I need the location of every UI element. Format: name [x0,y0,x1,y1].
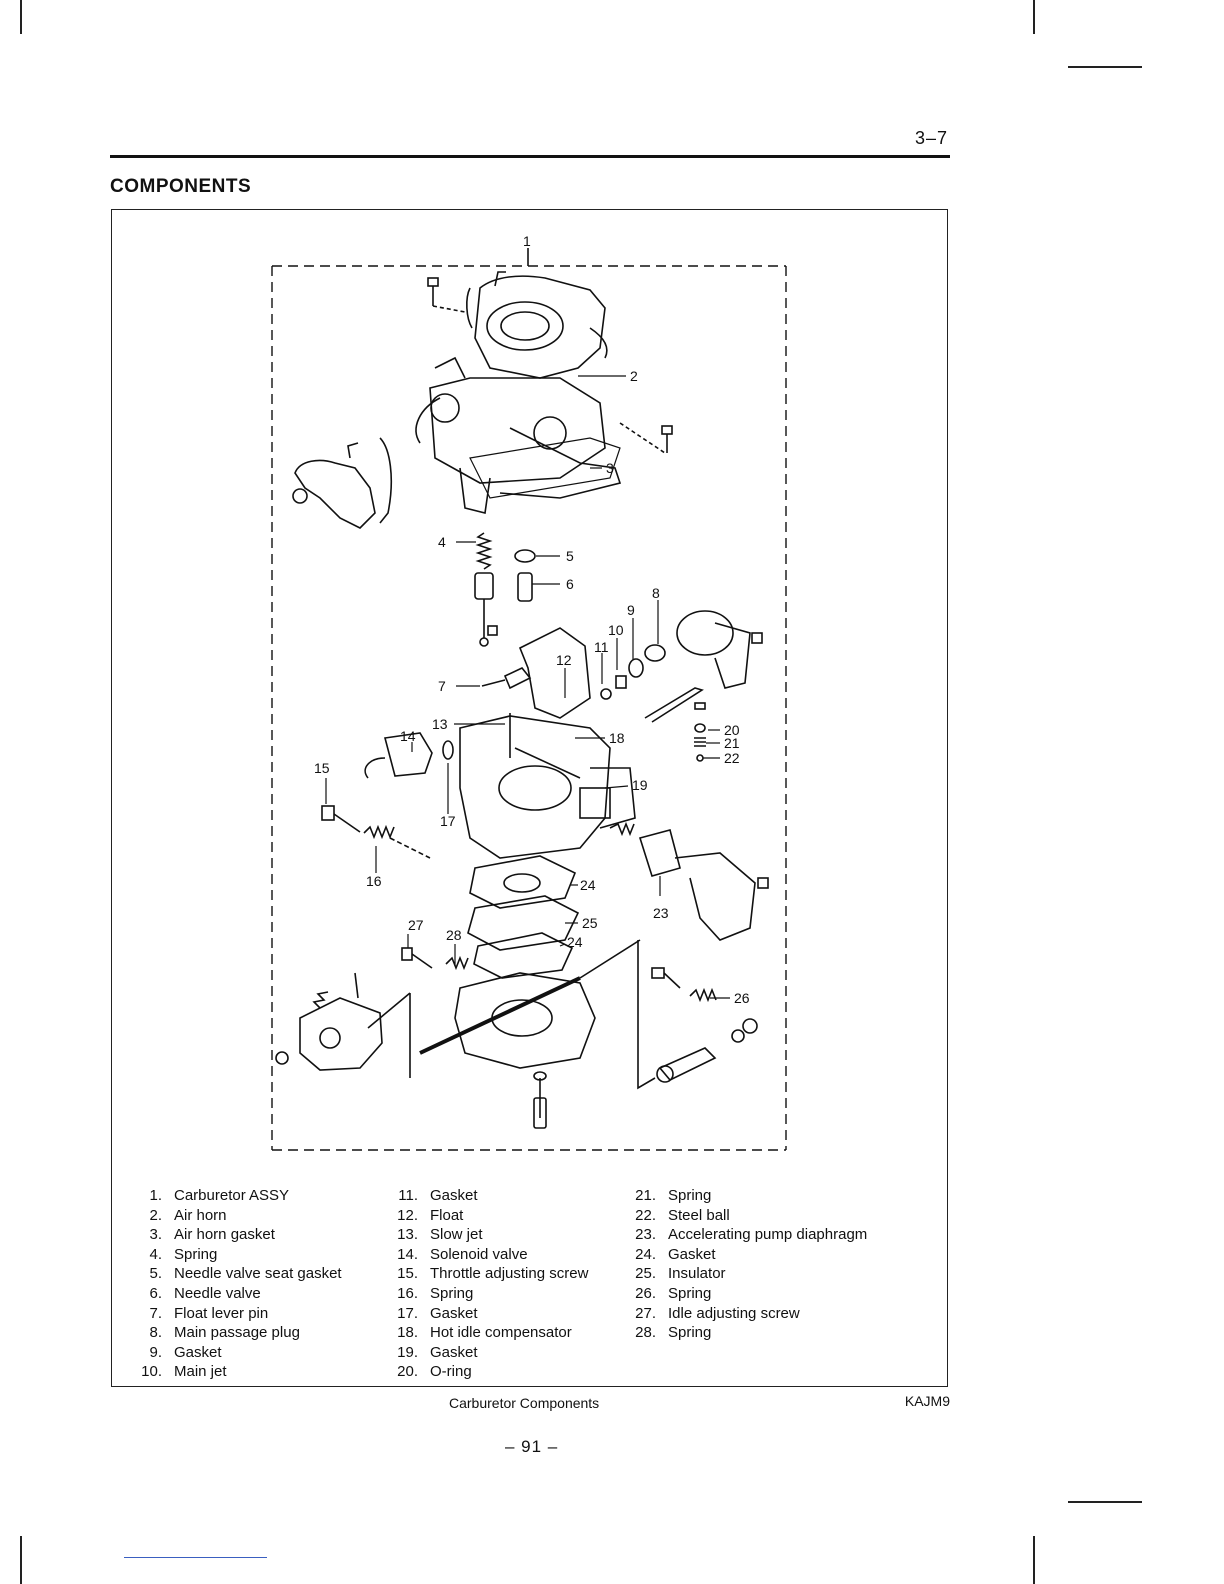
legend-item [386,1343,588,1363]
crop-mark-top-right [1033,0,1035,34]
legend-item-number: 2. [149,1206,162,1224]
legend-item-label: Float lever pin [174,1304,269,1322]
legend-item-number: 14. [397,1245,418,1263]
legend-item-number: 15. [397,1265,418,1283]
legend-item-label: Main passage plug [174,1324,300,1342]
legend-item-label: Throttle adjusting screw [430,1265,589,1283]
legend-item-label: Air horn gasket [174,1226,275,1244]
needle-valve-parts-drawing [475,533,535,646]
legend-item-label: Gasket [174,1343,222,1361]
legend-item-number: 1. [149,1187,162,1204]
crop-mark-bottom-rule [124,1557,267,1558]
right-linkage-drawing [638,940,757,1088]
air-horn-drawing [467,272,607,378]
callout-7: 7 [438,678,446,694]
callout-14: 14 [400,728,416,744]
callout-11: 11 [594,639,609,655]
crop-mark-right-upper [1068,66,1142,68]
legend-item-label: Spring [174,1245,218,1263]
legend-item [624,1304,867,1324]
legend-item [130,1362,342,1382]
legend-column-1 [130,1186,342,1382]
legend-item-number: 9. [149,1343,162,1361]
legend-item-label: Accelerating pump diaphragm [668,1226,868,1244]
legend-item-label: Insulator [668,1265,726,1283]
legend-item-label: Spring [668,1284,712,1302]
legend-item [130,1206,342,1226]
carburetor-body-drawing [416,358,620,513]
crop-mark-bottom-left [20,1536,22,1584]
figure-caption: Carburetor Components [449,1395,600,1411]
hot-idle-parts-drawing [645,688,706,761]
legend-item-number: 24. [635,1245,656,1263]
legend-item [130,1304,342,1324]
callout-6: 6 [566,576,574,592]
left-linkage-drawing [276,973,410,1078]
legend-item [386,1304,588,1324]
callout-20: 20 [724,722,740,738]
screw-drawing-top [428,278,672,453]
legend-item-number: 17. [397,1304,418,1322]
legend-item-label: O-ring [430,1363,472,1381]
legend-item [386,1186,588,1206]
callout-10: 10 [608,622,624,638]
callout-leaders [326,376,730,998]
legend-item [624,1225,867,1245]
callout-5: 5 [566,548,574,564]
assembly-boundary [272,266,786,1150]
callout-8: 8 [652,585,660,601]
legend-item-number: 7. [149,1304,162,1322]
legend-item-label: Carburetor ASSY [174,1187,290,1204]
callout-12: 12 [556,652,572,668]
legend-item [130,1245,342,1265]
legend-item-number: 19. [397,1343,418,1361]
callout-23: 23 [653,905,669,921]
legend-item-number: 13. [397,1226,418,1244]
legend-item-number: 20. [397,1363,418,1381]
legend-item [130,1343,342,1363]
throttle-body-drawing [420,940,640,1128]
linkage-bracket-drawing [293,438,391,528]
crop-mark-top-left [20,0,22,34]
callout-1: 1 [523,233,531,249]
legend-item-number: 22. [635,1206,656,1224]
legend-item-label: Gasket [430,1343,478,1361]
legend-item [130,1284,342,1304]
callout-17: 17 [440,813,456,829]
callout-18: 18 [609,730,625,746]
legend-item [130,1225,342,1245]
legend-item-number: 8. [149,1324,162,1342]
legend-item-number: 26. [635,1284,656,1302]
legend-item-label: Steel ball [668,1206,730,1224]
legend-item-label: Idle adjusting screw [668,1304,800,1322]
legend-item-number: 3. [149,1226,162,1244]
callout-25: 25 [582,915,598,931]
legend-item-number: 27. [635,1304,656,1322]
callout-21: 21 [724,735,740,751]
legend-item [386,1284,588,1304]
callout-15: 15 [314,760,330,776]
legend-column-3 [624,1186,867,1343]
carburetor-exploded-diagram [260,228,800,1168]
legend-item [624,1206,867,1226]
legend-item [386,1245,588,1265]
legend-item-number: 5. [149,1265,162,1283]
legend-item [386,1323,588,1343]
legend-item-label: Air horn [174,1206,227,1224]
float-drawing [482,628,590,718]
legend-item [624,1245,867,1265]
legend-item [624,1264,867,1284]
legend-item-number: 4. [149,1245,162,1263]
legend-item-label: Solenoid valve [430,1245,528,1263]
legend-item-label: Hot idle compensator [430,1324,572,1342]
callout-3: 3 [606,460,614,476]
crop-mark-right-lower [1068,1501,1142,1503]
legend-item-label: Gasket [430,1304,478,1322]
legend-item-number: 12. [397,1206,418,1224]
callout-16: 16 [366,873,382,889]
legend-item-label: Needle valve seat gasket [174,1265,342,1283]
legend-item-number: 25. [635,1265,656,1283]
legend-item-number: 6. [149,1284,162,1302]
legend-item-number: 21. [635,1187,656,1204]
crop-mark-bottom-right [1033,1536,1035,1584]
legend-item-number: 16. [397,1284,418,1302]
callout-19: 19 [632,777,648,793]
legend-item-label: Needle valve [174,1284,261,1302]
accelerating-pump-drawing [610,824,768,940]
legend-item-label: Slow jet [430,1226,483,1244]
legend-item-label: Spring [668,1187,712,1204]
callout-22: 22 [724,750,740,766]
legend-column-2 [386,1186,588,1382]
callout-4: 4 [438,534,446,550]
header-rule [110,155,950,158]
section-title: COMPONENTS [110,176,252,197]
legend-item-label: Gasket [668,1245,716,1263]
callout-27: 27 [408,917,424,933]
callout-9: 9 [627,602,635,618]
legend-item-number: 23. [635,1226,656,1244]
legend-item [624,1186,867,1206]
legend-item [130,1264,342,1284]
legend-item [130,1323,342,1343]
legend-item-label: Gasket [430,1187,478,1204]
legend-item [386,1206,588,1226]
idle-screw-drawing [402,948,468,968]
callout-2: 2 [630,368,638,384]
legend-item-number: 18. [397,1324,418,1342]
vacuum-diaphragm-drawing [677,611,762,688]
legend-item-number: 10. [141,1363,162,1381]
legend-item [130,1186,342,1206]
page-folio: – 91 – [505,1437,559,1456]
callout-24-lower: 24 [567,934,583,950]
callout-26: 26 [734,990,750,1006]
section-number: 3–7 [914,128,948,148]
legend-item [386,1225,588,1245]
callout-28: 28 [446,927,462,943]
legend-item-label: Spring [430,1284,474,1302]
figure-code: KAJM9 [904,1393,950,1409]
gaskets-insulator-drawing [468,856,578,978]
legend-item-label: Main jet [174,1363,227,1381]
legend-item [624,1284,867,1304]
legend-item-label: Float [430,1206,464,1224]
legend-item [624,1323,867,1343]
legend-item-number: 11. [398,1187,418,1204]
legend-item [386,1264,588,1284]
callout-13: 13 [432,716,448,732]
legend-item-number: 28. [635,1324,656,1342]
legend-item [386,1362,588,1382]
legend-item-label: Spring [668,1324,712,1342]
callout-24-upper: 24 [580,877,596,893]
